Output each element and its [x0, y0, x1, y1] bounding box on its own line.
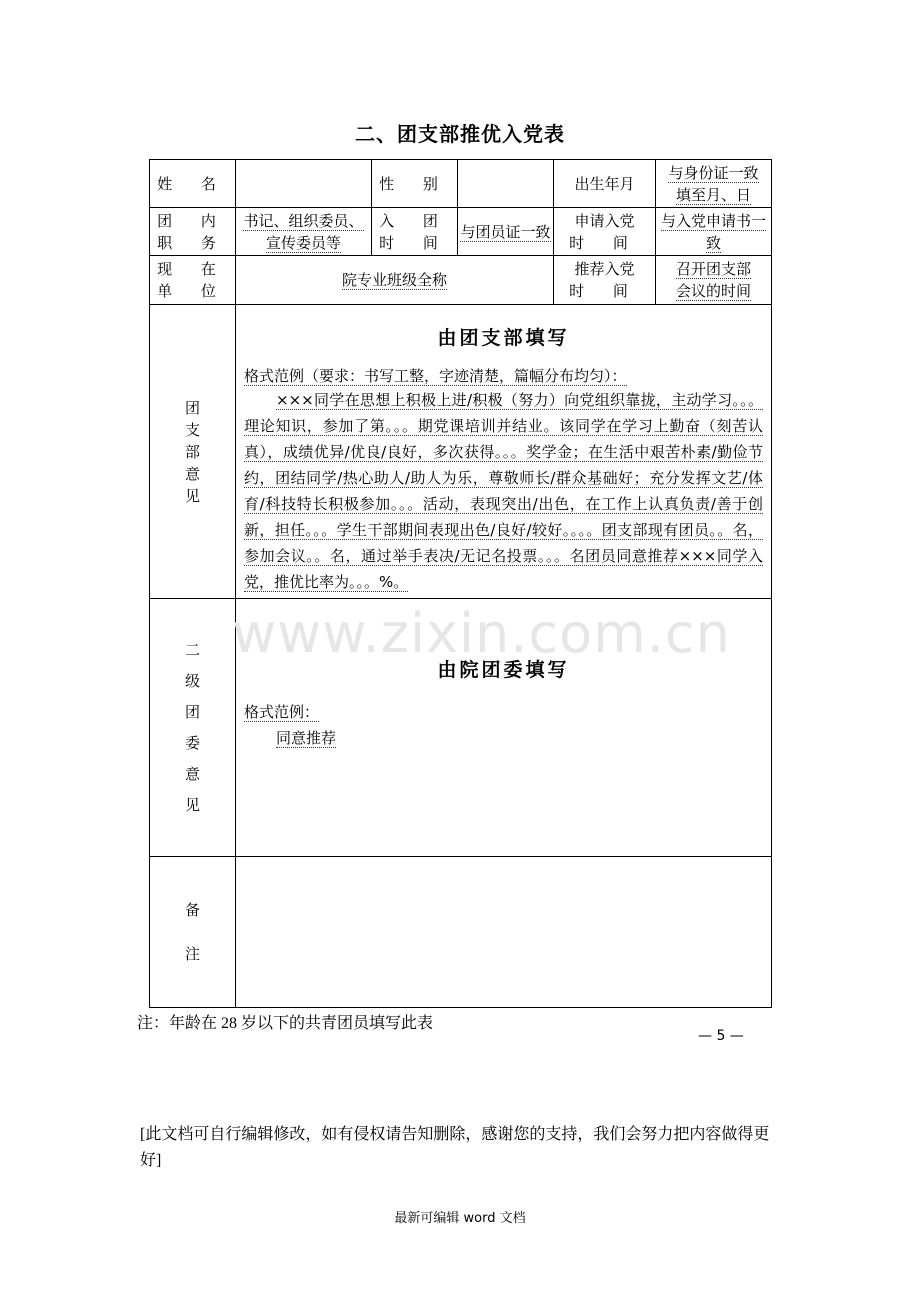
join-value-cell[interactable] [458, 208, 554, 256]
name-value-cell[interactable] [236, 160, 372, 208]
duty-value-cell[interactable] [236, 208, 372, 256]
join-label-line2: 时 间 [379, 233, 450, 252]
remarks-label-char: 注 [184, 945, 200, 963]
name-label-cell [150, 160, 236, 208]
duty-value-line1: 书记、组织委员、 [243, 211, 364, 230]
duty-label-line2: 职 务 [157, 233, 228, 252]
branch-opinion-content[interactable] [236, 305, 772, 599]
bottom-caption: 最新可编辑 word 文档 [394, 1211, 526, 1226]
recommend-label-cell [554, 256, 656, 305]
join-value: 与团员证一致 [460, 222, 551, 241]
name-label: 姓 名 [157, 174, 228, 193]
apply-label-line2: 时 间 [569, 233, 640, 252]
recommend-value-line2: 会议的时间 [675, 282, 751, 300]
apply-value-cell[interactable] [656, 208, 772, 256]
branch-format-wrap [244, 365, 763, 387]
gender-value-cell[interactable] [458, 160, 554, 208]
committee-opinion-content[interactable] [236, 599, 772, 857]
row-branch-opinion [150, 305, 772, 599]
branch-label-char: 团 [184, 398, 200, 417]
unit-value: 院专业班级全称 [341, 271, 447, 289]
birth-label: 出生年月 [574, 174, 635, 193]
birth-label-cell [554, 160, 656, 208]
unit-label-line1: 现 在 [157, 260, 228, 278]
branch-heading: 由团支部填写 [437, 327, 570, 349]
join-label-line1: 入 团 [379, 211, 450, 230]
remarks-label [150, 857, 236, 1008]
branch-opinion-clip [244, 305, 763, 597]
gender-label: 性 别 [379, 174, 450, 193]
apply-label-cell [554, 208, 656, 256]
committee-opinion-label [150, 599, 236, 857]
committee-example-wrap [244, 727, 763, 749]
watermark-text: www.zixin.com.cn [232, 602, 731, 665]
recommend-value-cell[interactable] [656, 256, 772, 305]
committee-label-char: 见 [184, 795, 200, 814]
page-number: — 5 — [698, 1028, 744, 1044]
duty-label-cell [150, 208, 236, 256]
gender-label-cell [372, 160, 458, 208]
birth-value-line2: 填至月、日 [675, 185, 751, 204]
remarks-value-cell[interactable] [236, 857, 772, 1008]
committee-example: 同意推荐 [276, 729, 337, 747]
committee-format-wrap [244, 701, 763, 723]
unit-label-line2: 单 位 [157, 282, 228, 300]
form-note: 注：年龄在 28 岁以下的共青团员填写此表 [137, 1015, 434, 1032]
row-committee-opinion [150, 599, 772, 857]
join-label-cell [372, 208, 458, 256]
branch-format-line: 格式范例（要求：书写工整，字迹清楚，篇幅分布均匀）： [244, 367, 627, 385]
committee-format-line: 格式范例： [244, 703, 320, 721]
committee-label-char: 二 [184, 640, 200, 659]
birth-value-line1: 与身份证一致 [668, 163, 759, 182]
duty-label-line1: 团 内 [157, 211, 228, 230]
committee-heading: 由院团委填写 [437, 659, 570, 681]
remarks-label-char: 备 [184, 901, 200, 919]
branch-label-char: 见 [184, 486, 200, 505]
branch-paragraph-wrap [244, 387, 763, 595]
unit-value-cell[interactable] [236, 256, 554, 305]
branch-opinion-label [150, 305, 236, 599]
committee-label-char: 级 [184, 671, 200, 690]
document-title: 二、团支部推优入党表 [355, 122, 565, 146]
unit-label-cell [150, 256, 236, 305]
row-unit-info [150, 256, 772, 305]
committee-label-char: 团 [184, 702, 200, 721]
branch-label-char: 支 [184, 420, 200, 439]
branch-paragraph: ×××同学在思想上积极上进/积极（努力）向党组织靠拢，主动学习。。。理论知识，参加了第。。。期党课培训并结业。该同学在学习上勤奋（刻苦认真），成绩优异/优良/良好，多次获得。。。奖学金；在生活中艰苦朴素/勤俭节约，团结同学/热心助人/助人为乐，尊敬师长/群众基础好；充分发挥文艺/体育/科技特长积极参加。。。活动，表现突出/出色，在工作上认真负责/善于创新，担任。。。学生干部期间表现出色/良好/较好。。。。团支部现有团员。。名，参加会议。。名，通过举手表决/无记名投票。。。名团员同意推荐×××同学入党，推优比率为。。。%。 [244, 391, 763, 591]
footer-disclaimer: [此文档可自行编辑修改，如有侵权请告知删除，感谢您的支持，我们会努力把内容做得更好] [140, 1126, 770, 1169]
row-basic-info [150, 160, 772, 208]
branch-label-char: 部 [184, 442, 200, 461]
recommend-value-line1: 召开团支部 [675, 260, 751, 278]
row-duty-info [150, 208, 772, 256]
apply-value: 与入党申请书一致 [660, 211, 766, 252]
application-form-table [149, 159, 772, 1008]
apply-label-line1: 申请入党 [574, 211, 635, 230]
row-remarks [150, 857, 772, 1008]
committee-label-char: 委 [184, 733, 200, 752]
birth-value-cell[interactable] [656, 160, 772, 208]
recommend-label-line2: 时 间 [569, 282, 640, 300]
branch-label-char: 意 [184, 464, 200, 483]
recommend-label-line1: 推荐入党 [574, 260, 635, 278]
duty-value-line2: 宣传委员等 [265, 233, 341, 252]
committee-label-char: 意 [184, 764, 200, 783]
